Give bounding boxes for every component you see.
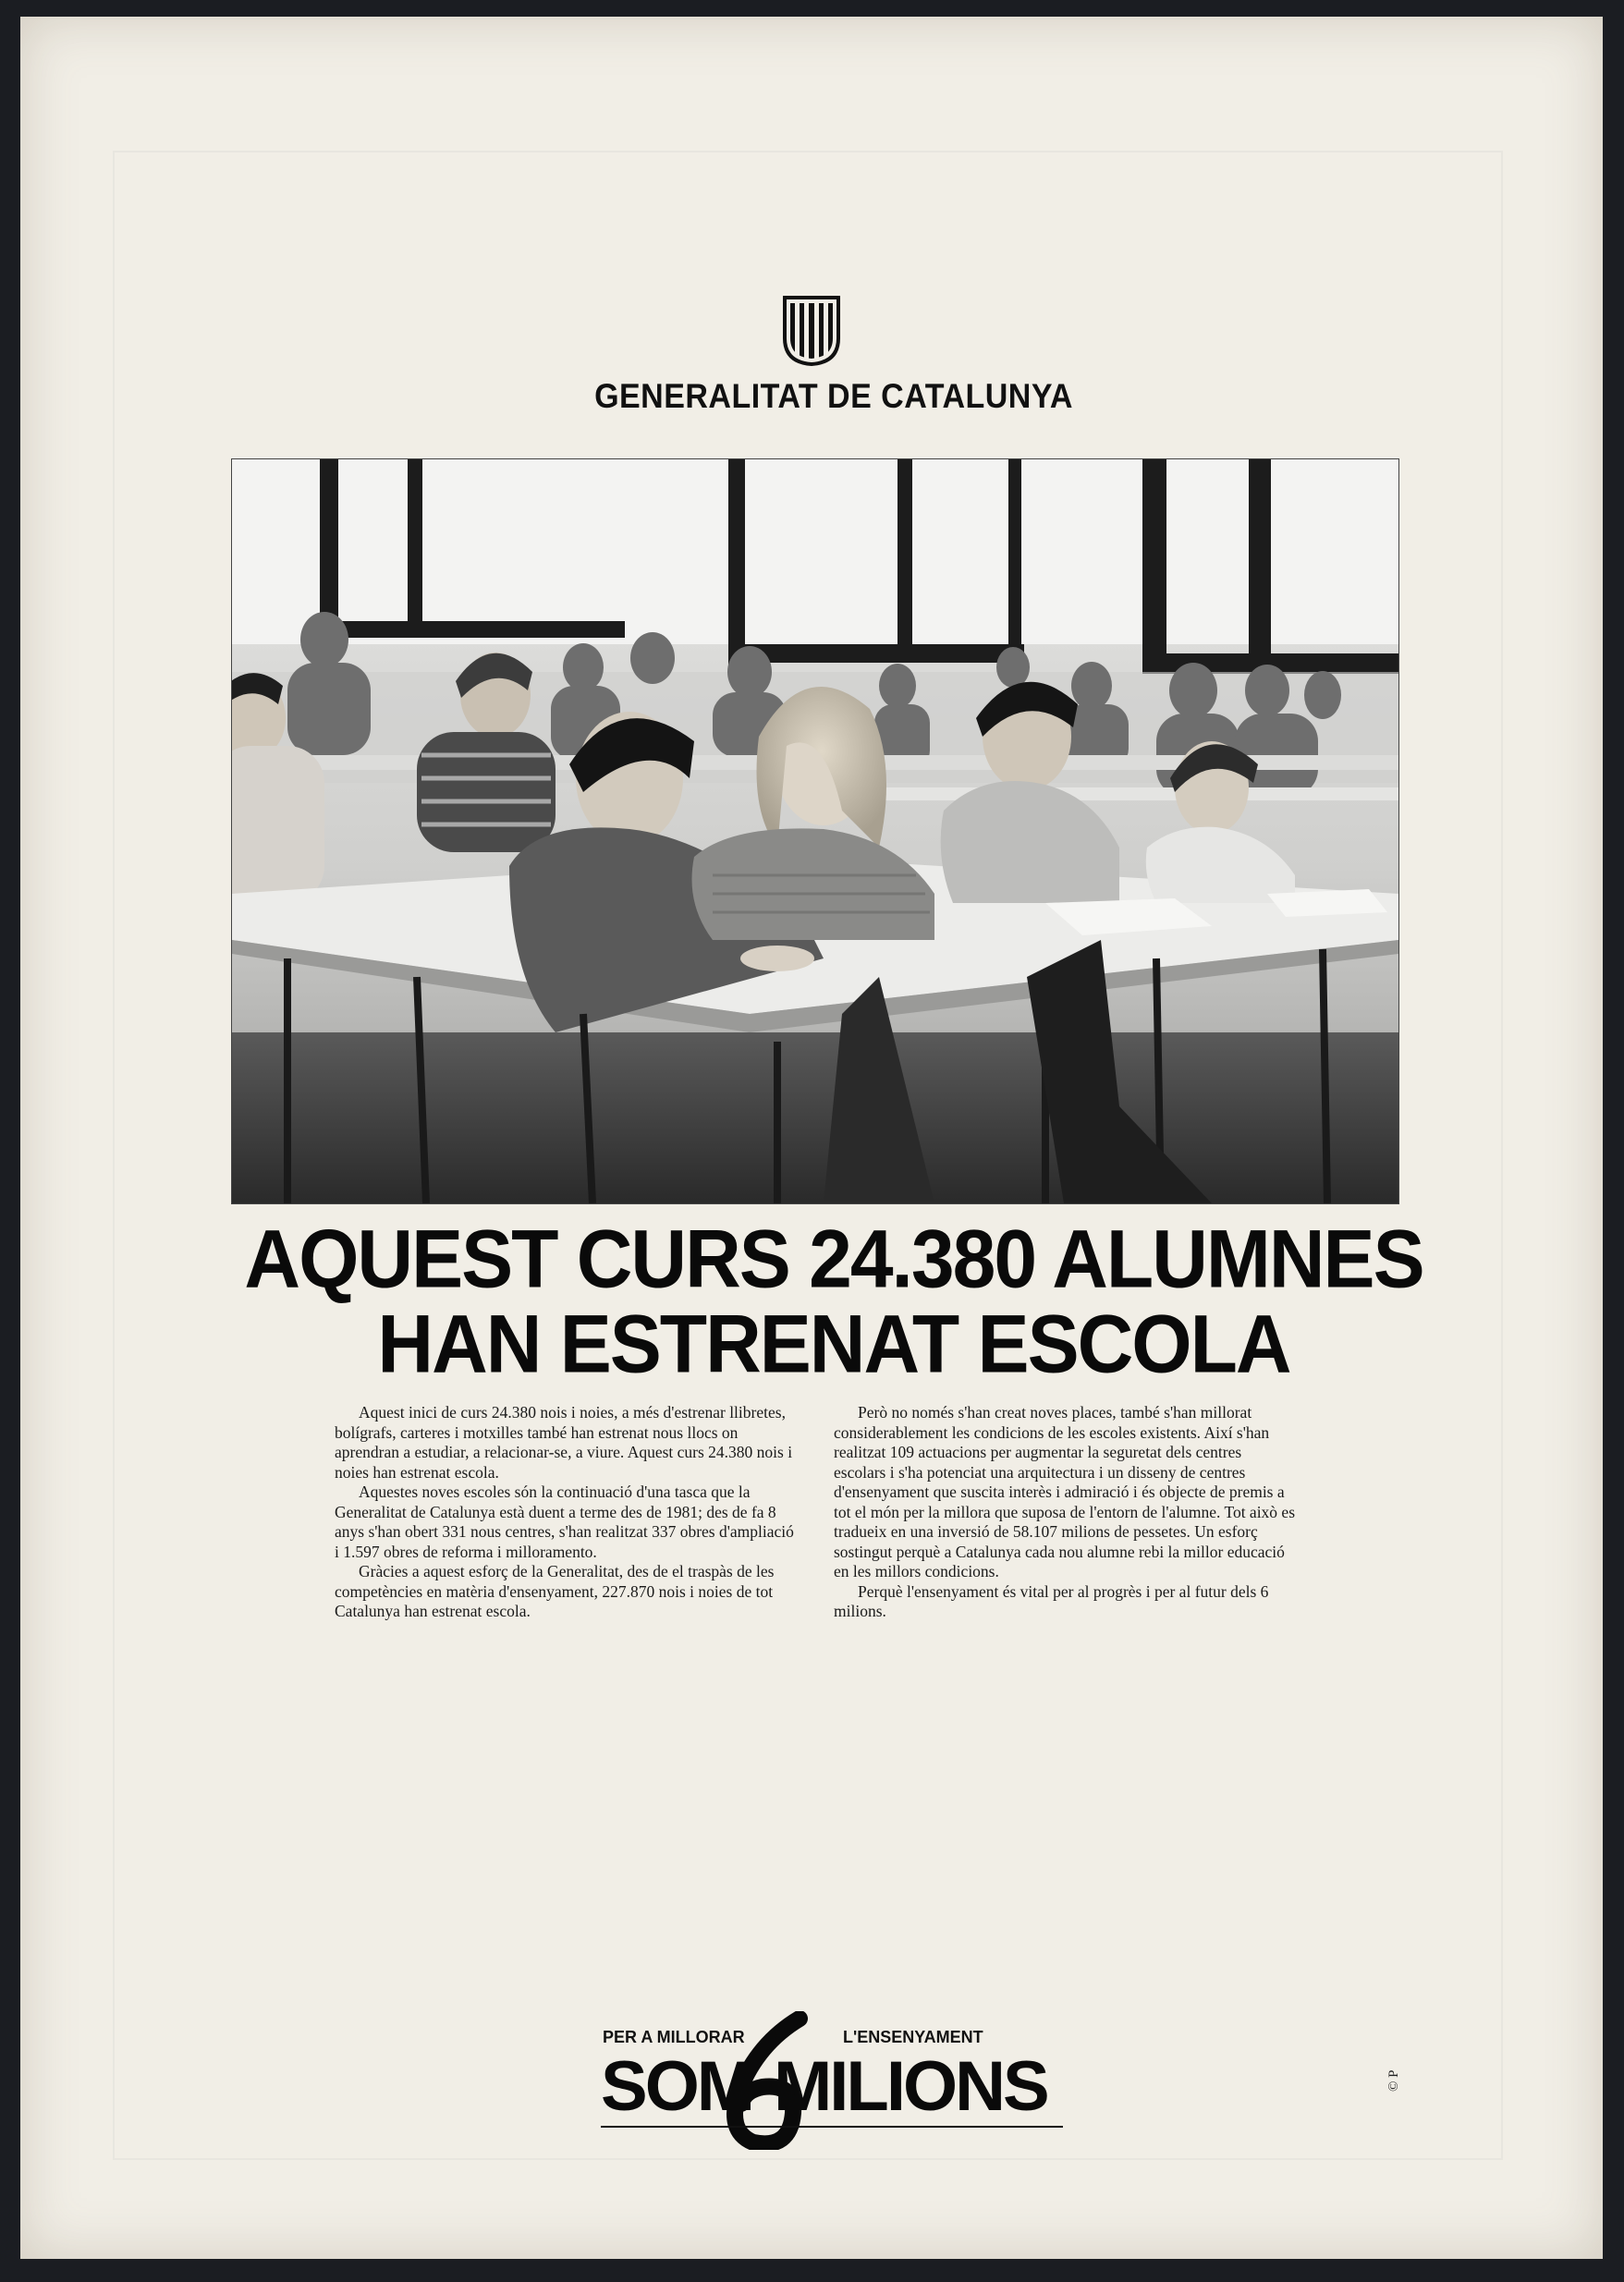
body-column-left (335, 1403, 797, 1622)
catalan-flag-shield-icon (781, 294, 842, 366)
body-column-right (834, 1403, 1296, 1622)
paragraph: Perquè l'ensenyament és vital per al progrès i per al futur dels 6 milions. (834, 1581, 1269, 1620)
headline-line-1: AQUEST CURS 24.380 ALUMNES (244, 1213, 1423, 1305)
slogan-word-milions: MILIONS (774, 2047, 1047, 2126)
slogan-word-som: SOM (601, 2047, 753, 2126)
classroom-photo (231, 458, 1399, 1204)
slogan-top-left: PER A MILLORAR (603, 2028, 745, 2046)
paragraph: Però no només s'han creat noves places, també s'han millorat considerablement les condicions de les escoles existents. Així s'han realitzat 109 actuacions per augmentar la seguretat dels centres escolars i s'ha potenciat una arquitectura i un disseny de centres d'ensenyament que suscita interès i admiració i és objecte de premis a tot el món per la millora que suposa de l'entorn de l'alumne. Tot això es tradueix en una inversió de 58.107 milions de pessetes. Un esforç sostingut perquè a Catalunya cada nou alumne rebi la millor educació en les millors condicions. (834, 1403, 1296, 1580)
slogan-top-right: L'ENSENYAMENT (843, 2028, 983, 2046)
campaign-slogan (584, 2004, 1083, 2152)
paragraph: Gràcies a aquest esforç de la Generalitat, des de el traspàs de les competències en matèria d'ensenyament, 227.870 nois i noies de tot Catalunya han estrenat escola. (335, 1562, 775, 1620)
photo-credit: © P (1386, 2069, 1401, 2092)
paragraph: Aquest inici de curs 24.380 nois i noies, a més d'estrenar llibretes, bolígrafs, carteres i motxilles també han estrenat nous llocs on aprendran a estudiar, a relacionar-se, a viure. Aquest curs 24.380 nois i noies han estrenat escola. (335, 1403, 793, 1482)
slogan-underline (601, 2126, 1063, 2128)
organization-name: GENERALITAT DE CATALUNYA (594, 377, 1073, 415)
headline (140, 1213, 1527, 1390)
paragraph: Aquestes noves escoles són la continuació d'una tasca que la Generalitat de Catalunya està duent a terme des de 1981; des de fa 8 anys s'han obert 331 nous centres, s'han realitzat 337 obres d'ampliació i 1.597 obres de reforma i milloramento. (335, 1483, 794, 1561)
magazine-page (20, 17, 1603, 2259)
headline-line-2: HAN ESTRENAT ESCOLA (377, 1298, 1290, 1390)
